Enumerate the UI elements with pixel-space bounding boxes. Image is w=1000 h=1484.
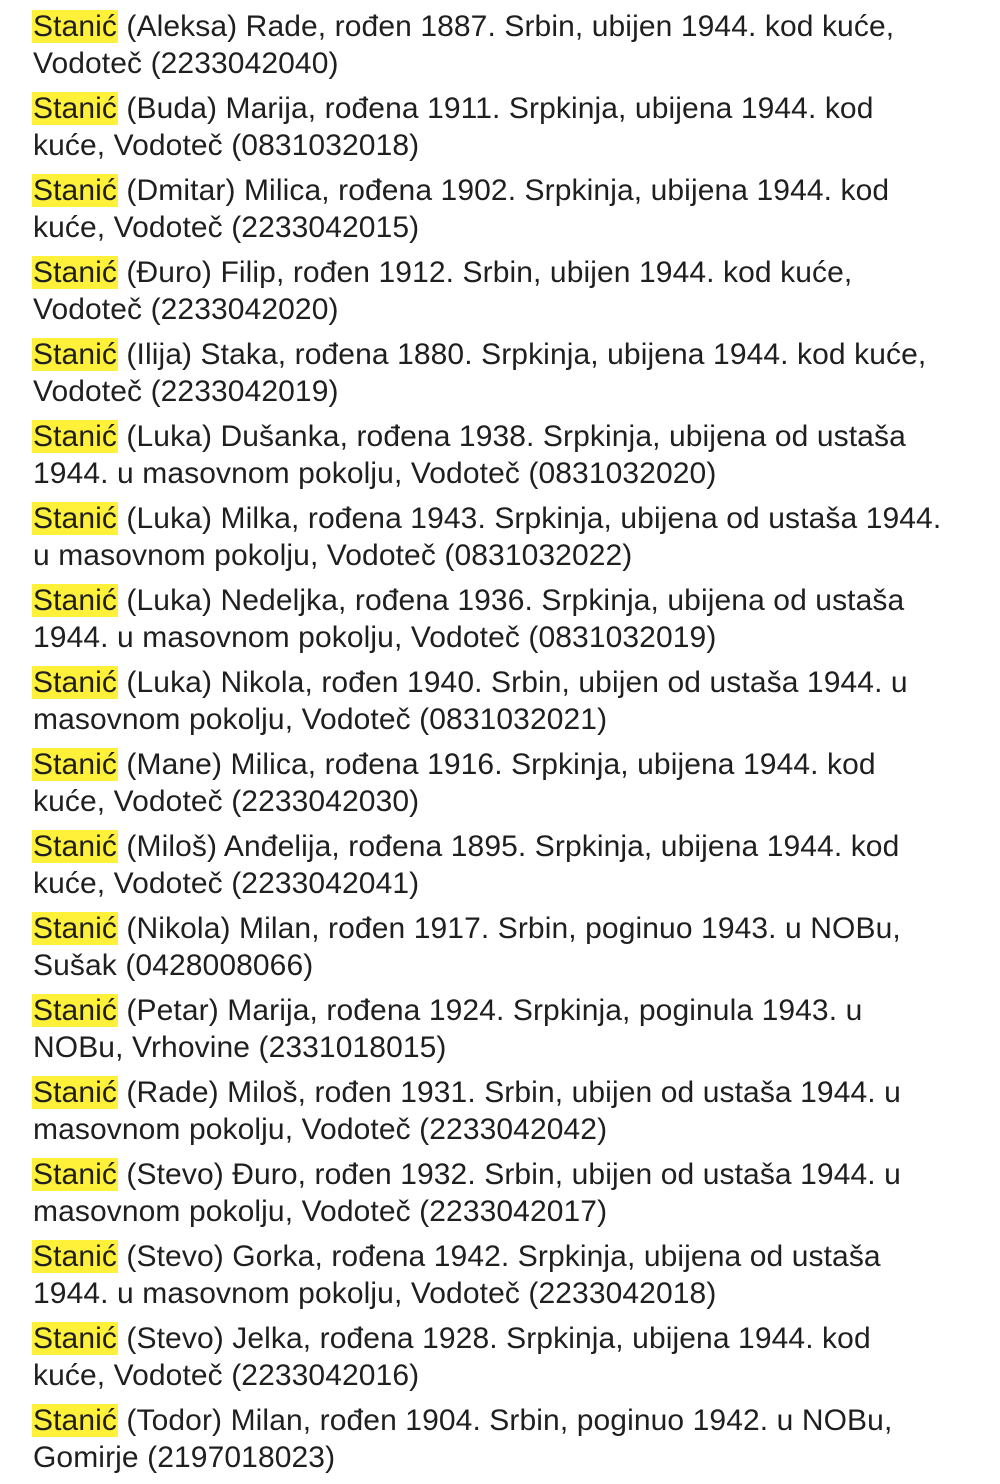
highlighted-surname: Stanić xyxy=(33,1322,117,1355)
entry-line-1 xyxy=(33,1156,995,1193)
entry-line-2: 1944. u masovnom pokolju, Vodoteč (0831032020) xyxy=(33,457,717,490)
highlighted-surname: Stanić xyxy=(33,1404,117,1437)
entry-text: (Rade) Miloš, rođen 1931. Srbin, ubijen od ustaša 1944. u xyxy=(117,1076,901,1109)
entry-line-2: Vodoteč (2233042019) xyxy=(33,375,339,408)
list-entry xyxy=(33,500,995,574)
highlighted-surname: Stanić xyxy=(33,994,117,1027)
list-entry xyxy=(33,90,995,164)
entry-text: (Buda) Marija, rođena 1911. Srpkinja, ubijena 1944. kod xyxy=(117,92,874,125)
list-entry xyxy=(33,1238,995,1312)
entry-line-1 xyxy=(33,992,995,1029)
entry-text: (Luka) Nikola, rođen 1940. Srbin, ubijen od ustaša 1944. u xyxy=(117,666,908,699)
highlighted-surname: Stanić xyxy=(33,1076,117,1109)
highlighted-surname: Stanić xyxy=(33,502,117,535)
entry-line-2: kuće, Vodoteč (2233042041) xyxy=(33,867,420,900)
list-entry xyxy=(33,254,995,328)
entry-line-2: kuće, Vodoteč (2233042015) xyxy=(33,211,420,244)
entry-line-2: u masovnom pokolju, Vodoteč (0831032022) xyxy=(33,539,633,572)
entry-line-2: kuće, Vodoteč (2233042030) xyxy=(33,785,420,818)
entry-line-2: masovnom pokolju, Vodoteč (2233042017) xyxy=(33,1195,608,1228)
highlighted-surname: Stanić xyxy=(33,1158,117,1191)
entry-line-2: Vodoteč (2233042040) xyxy=(33,47,339,80)
highlighted-surname: Stanić xyxy=(33,830,117,863)
highlighted-surname: Stanić xyxy=(33,174,117,207)
entry-text: (Stevo) Jelka, rođena 1928. Srpkinja, ubijena 1944. kod xyxy=(117,1322,871,1355)
entry-line-1 xyxy=(33,582,995,619)
entry-text: (Nikola) Milan, rođen 1917. Srbin, poginuo 1943. u NOBu, xyxy=(117,912,901,945)
list-entry xyxy=(33,746,995,820)
entry-line-1 xyxy=(33,1402,995,1439)
entry-line-1 xyxy=(33,1074,995,1111)
entry-line-1 xyxy=(33,1320,995,1357)
highlighted-surname: Stanić xyxy=(33,912,117,945)
entry-line-2: Sušak (0428008066) xyxy=(33,949,314,982)
entry-text: (Ilija) Staka, rođena 1880. Srpkinja, ubijena 1944. kod kuće, xyxy=(117,338,927,371)
list-entry xyxy=(33,418,995,492)
entry-line-2: masovnom pokolju, Vodoteč (2233042042) xyxy=(33,1113,608,1146)
entry-text: (Stevo) Gorka, rođena 1942. Srpkinja, ubijena od ustaša xyxy=(117,1240,881,1273)
entry-text: (Miloš) Anđelija, rođena 1895. Srpkinja, ubijena 1944. kod xyxy=(117,830,900,863)
highlighted-surname: Stanić xyxy=(33,256,117,289)
list-entry xyxy=(33,910,995,984)
list-entry xyxy=(33,336,995,410)
list-entry xyxy=(33,8,995,82)
entry-line-1 xyxy=(33,500,995,537)
highlighted-surname: Stanić xyxy=(33,748,117,781)
highlighted-surname: Stanić xyxy=(33,666,117,699)
list-entry xyxy=(33,992,995,1066)
list-entry xyxy=(33,828,995,902)
entry-line-2: kuće, Vodoteč (2233042016) xyxy=(33,1359,420,1392)
highlighted-surname: Stanić xyxy=(33,420,117,453)
entry-line-2: masovnom pokolju, Vodoteč (0831032021) xyxy=(33,703,608,736)
entry-line-2: Vodoteč (2233042020) xyxy=(33,293,339,326)
entry-line-2: 1944. u masovnom pokolju, Vodoteč (0831032019) xyxy=(33,621,717,654)
victim-list xyxy=(33,8,995,1484)
entry-text: (Aleksa) Rade, rođen 1887. Srbin, ubijen 1944. kod kuće, xyxy=(117,10,895,43)
entry-line-2: 1944. u masovnom pokolju, Vodoteč (2233042018) xyxy=(33,1277,717,1310)
entry-line-1 xyxy=(33,172,995,209)
entry-line-1 xyxy=(33,418,995,455)
entry-line-1 xyxy=(33,828,995,865)
entry-line-2: kuće, Vodoteč (0831032018) xyxy=(33,129,420,162)
list-entry xyxy=(33,664,995,738)
list-entry xyxy=(33,582,995,656)
highlighted-surname: Stanić xyxy=(33,584,117,617)
entry-line-1 xyxy=(33,90,995,127)
entry-line-1 xyxy=(33,664,995,701)
entry-line-1 xyxy=(33,1238,995,1275)
entry-line-1 xyxy=(33,254,995,291)
highlighted-surname: Stanić xyxy=(33,92,117,125)
entry-text: (Stevo) Đuro, rođen 1932. Srbin, ubijen od ustaša 1944. u xyxy=(117,1158,901,1191)
entry-line-1 xyxy=(33,8,995,45)
list-entry xyxy=(33,1074,995,1148)
list-entry xyxy=(33,1402,995,1476)
list-entry xyxy=(33,172,995,246)
entry-text: (Todor) Milan, rođen 1904. Srbin, poginuo 1942. u NOBu, xyxy=(117,1404,893,1437)
entry-line-1 xyxy=(33,746,995,783)
entry-text: (Luka) Dušanka, rođena 1938. Srpkinja, ubijena od ustaša xyxy=(117,420,906,453)
highlighted-surname: Stanić xyxy=(33,338,117,371)
entry-text: (Mane) Milica, rođena 1916. Srpkinja, ubijena 1944. kod xyxy=(117,748,876,781)
highlighted-surname: Stanić xyxy=(33,1240,117,1273)
entry-text: (Luka) Nedeljka, rođena 1936. Srpkinja, ubijena od ustaša xyxy=(117,584,905,617)
entry-text: (Đuro) Filip, rođen 1912. Srbin, ubijen 1944. kod kuće, xyxy=(117,256,853,289)
list-entry xyxy=(33,1156,995,1230)
entry-line-1 xyxy=(33,336,995,373)
entry-text: (Petar) Marija, rođena 1924. Srpkinja, poginula 1943. u xyxy=(117,994,863,1027)
highlighted-surname: Stanić xyxy=(33,10,117,43)
cropped-previous-line xyxy=(33,0,973,2)
entry-line-2: Gomirje (2197018023) xyxy=(33,1441,336,1474)
entry-text: (Dmitar) Milica, rođena 1902. Srpkinja, ubijena 1944. kod xyxy=(117,174,890,207)
entry-line-1 xyxy=(33,910,995,947)
entry-line-2: NOBu, Vrhovine (2331018015) xyxy=(33,1031,447,1064)
list-entry xyxy=(33,1320,995,1394)
entry-text: (Luka) Milka, rođena 1943. Srpkinja, ubijena od ustaša 1944. xyxy=(117,502,942,535)
